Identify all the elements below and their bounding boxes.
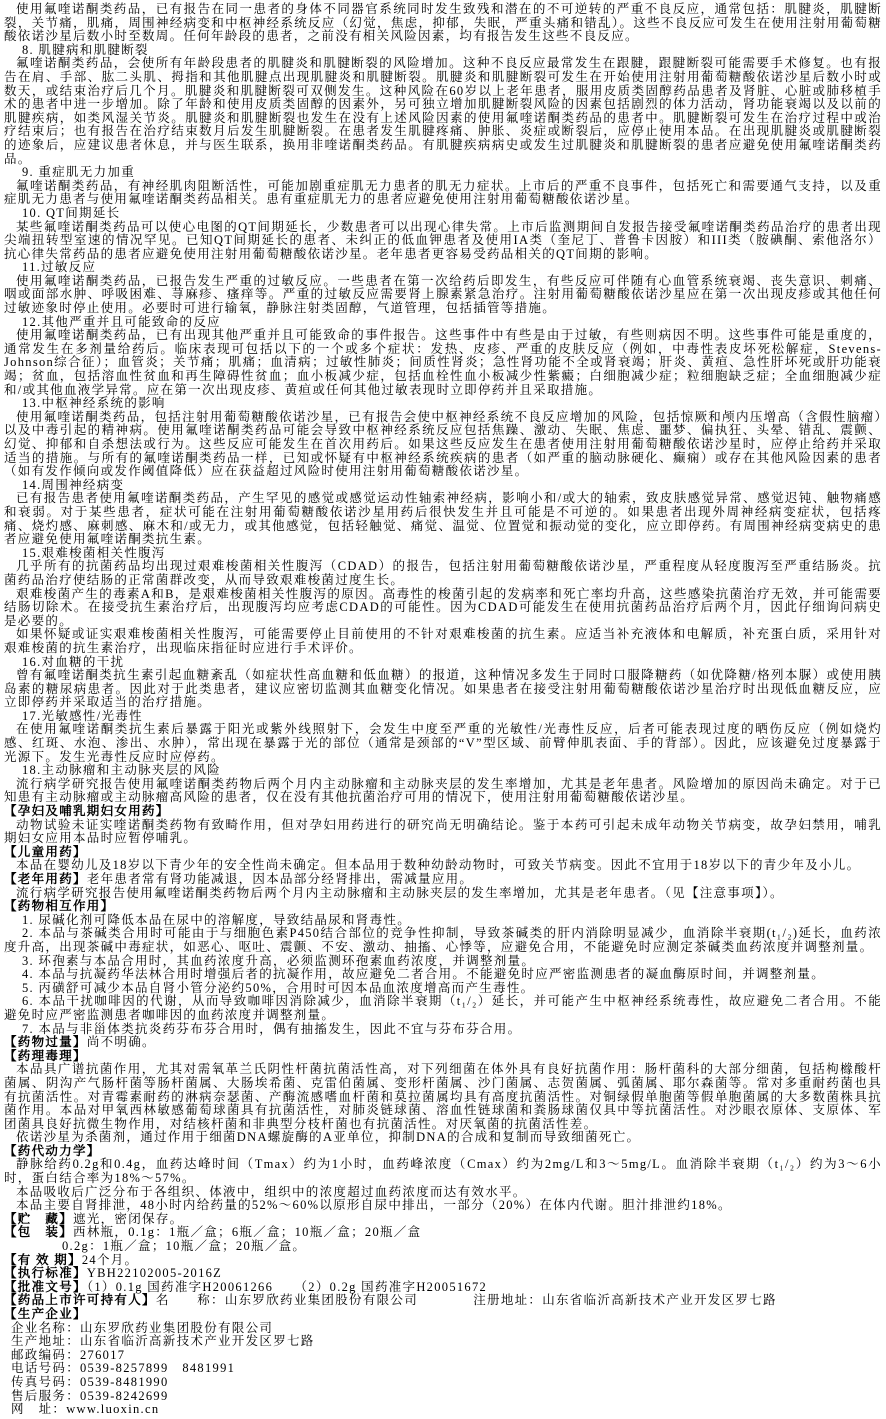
- text-run: 动物试验未证实喹诺酮类药物有致畸作用，但对孕妇用药进行的研究尚无明确结论。鉴于本药可引起未成年动物关节病变，故孕妇禁用，哺乳期妇女应用本品时应暂停哺乳。: [4, 817, 882, 846]
- text-run: 网 址：www.luoxin.cn: [11, 1402, 160, 1417]
- paragraph: [4, 180, 882, 207]
- bracket-label: 【药代动力学】: [4, 1143, 101, 1158]
- text-run: 7. 本品与非甾体类抗炎药芬布芬合用时，偶有抽搐发生，因此不宜与芬布芬合用。: [22, 1021, 522, 1036]
- text-run: 生产地址：山东省临沂高新技术产业开发区罗七路: [11, 1334, 315, 1349]
- text-run: 13.中枢神经系统的影响: [22, 396, 166, 411]
- bracket-label: 【儿童用药】: [4, 844, 87, 859]
- text-run: 企业名称：山东罗欣药业集团股份有限公司: [11, 1320, 274, 1335]
- numbered-heading: [4, 207, 882, 221]
- paragraph: [4, 887, 882, 901]
- continuation-line: [4, 1240, 882, 1254]
- text-run: 使用氟喹诺酮类药品，已有出现其他严重并且可能致命的事件报告。这些事件中有些是由于过敏，有些则病因不明。这些事件可能是重度的，通常发生在多剂量给药后。临床表现可包括以下的一个或多个症状：发热、皮疹、严重的皮肤反应（例如，中毒性表皮坏死松解症，Stevens-Johnson综合征）；血管炎；关节痛；肌痛；血清病；过敏性肺炎；间质性肾炎；急性肾功能不全或肾衰竭；肝炎、黄疸、急性肝坏死或肝功能衰竭；贫血，包括溶血性贫血和再生障碍性贫血；血小板减少症，包括血栓性血小板减少性紫癜；白细胞减少症；粒细胞缺乏症；全血细胞减少症和/或其他血液学异常。应在第一次出现皮疹、黄疸或任何其他过敏表现时立即停药并且采取措施。: [4, 328, 882, 397]
- text-run: 几乎所有的抗菌药品均出现过艰难梭菌相关性腹泻（CDAD）的报告，包括注射用葡萄糖酸依诺沙星，严重程度从轻度腹泻至严重结肠炎。抗菌药品治疗使结肠的正常菌群改变，从而导致艰难梭菌过度生长。: [4, 559, 882, 587]
- bracket-label: 【孕妇及哺乳期妇女用药】: [4, 804, 170, 819]
- paragraph: [4, 1158, 882, 1185]
- text-run: 0.2g：1瓶／盒；10瓶／盒；20瓶／盒。: [62, 1239, 307, 1254]
- bracket-label: 【药物过量】: [4, 1035, 87, 1050]
- text-run: 本品主要自肾排泄，48小时内给药量的52%～60%以原形自尿中排出，一部分（20%）在体内代谢。胆汁排泄约18%。: [16, 1198, 732, 1213]
- text-run: 西林瓶，0.1g：1瓶／盒；6瓶／盒；10瓶／盒；20瓶／盒: [73, 1225, 422, 1240]
- bracket-label: 【药物相互作用】: [4, 899, 115, 914]
- text-run: 15.艰难梭菌相关性腹泻: [22, 545, 166, 560]
- text-run: 14.周围神经病变: [22, 477, 125, 492]
- paragraph: [4, 57, 882, 166]
- text-run: 24个月。: [81, 1252, 139, 1267]
- text-run: 已有报告患者使用氟喹诺酮类药品，产生罕见的感觉或感觉运动性轴索神经病，影响小和/或大的轴索，致皮肤感觉异常、感觉迟钝、触物痛感和衰弱。对于某些患者，症状可能在注射用葡萄糖酸依诺沙星用药后很快发生并且可能是不可逆的。如果患者出现外周神经病变症状，包括疼痛、烧灼感、麻刺感、麻木和/或无力，或其他感觉，包括轻触觉、痛觉、温觉、位置觉和振动觉的变化，应立即停药。有周围神经病变病史的患者应避免使用氟喹诺酮类抗生素。: [4, 491, 882, 547]
- paragraph: [4, 275, 882, 316]
- numbered-heading: [4, 166, 882, 180]
- text-run: 5. 丙磺舒可减少本品自肾小管分泌约50%，合用时可因本品血浓度增高而产生毒性。: [22, 980, 535, 995]
- numbered-item: [4, 995, 882, 1022]
- insert-body: [4, 3, 882, 1417]
- bracket-label: 【药理毒理】: [4, 1048, 87, 1063]
- manufacturer-info-line: [4, 1362, 882, 1376]
- paragraph: [4, 819, 882, 846]
- manufacturer-info-line: [4, 1403, 882, 1417]
- manufacturer-info-line: [4, 1376, 882, 1390]
- text-run: 电话号码：0539-8257899 8481991: [11, 1361, 236, 1376]
- paragraph: [4, 778, 882, 805]
- text-run: 老年患者常有肾功能减退，因本品部分经肾排出，需减量应用。: [86, 872, 474, 886]
- paragraph: [4, 723, 882, 764]
- bracket-label: 【有 效 期】: [4, 1252, 82, 1267]
- text-run: （1）0.1g 国药准字H20061266 （2）0.2g 国药准字H20051672: [86, 1279, 488, 1294]
- text-run: 遮光，密闭保存。: [73, 1211, 184, 1226]
- text-run: 售后服务：0539-8242699: [11, 1388, 169, 1403]
- bracket-label: 【药品上市许可持有人】: [4, 1293, 156, 1308]
- paragraph: [4, 1063, 882, 1131]
- section-line: [4, 873, 882, 887]
- section-header: [4, 900, 882, 914]
- text-run: 4. 本品与抗凝药华法林合用时增强后者的抗凝作用，故应避免二者合用。不能避免时应严密监测患者的凝血酶原时间，并调整剂量。: [22, 967, 826, 982]
- text-run: 16.对血糖的干扰: [22, 654, 125, 669]
- bracket-label: 【贮 藏】: [4, 1211, 74, 1226]
- paragraph: [4, 492, 882, 546]
- paragraph: [4, 669, 882, 710]
- paragraph: [4, 3, 882, 44]
- paragraph: [4, 859, 882, 873]
- paragraph: [4, 411, 882, 479]
- text-run: 艰难梭菌产生的毒素A和B，是艰难梭菌相关性腹泻的原因。高毒性的梭菌引起的发病率和死亡率均升高，这些感染抗菌治疗无效，并可能需要结肠切除术。在接受抗生素治疗后，出现腹泻均应考虑CDAD的可能性。因为CDAD可能发生在使用抗菌药品治疗后两个月，因此仔细询问病史是必要的。: [4, 586, 882, 628]
- text-run: 17.光敏感性/光毒性: [22, 708, 143, 723]
- paragraph: [4, 221, 882, 262]
- text-run: 流行病学研究报告使用氟喹诺酮类药物后两个月内主动脉瘤和主动脉夹层的发生率增加，尤其是老年患者。（见【注意事项】）。: [16, 885, 784, 900]
- text-run: 流行病学研究报告使用氟喹诺酮类药物后两个月内主动脉瘤和主动脉夹层的发生率增加，尤其是老年患者。风险增加的原因尚未确定。对于已知患有主动脉瘤或主动脉瘤高风险的患者，仅在没有其他抗菌治疗可用的情况下，使用注射用葡萄糖酸依诺沙星。: [4, 776, 882, 805]
- section-line: [4, 1267, 882, 1281]
- text-run: 依诺沙星为杀菌剂，通过作用于细菌DNA螺旋酶的A亚单位，抑制DNA的合成和复制而导致细菌死亡。: [16, 1130, 641, 1145]
- text-run: 11.过敏反应: [22, 260, 97, 275]
- section-line: [4, 1294, 882, 1308]
- text-run: 3. 环孢素与本品合用时，其血药浓度升高，必须监测环孢素血药浓度，并调整剂量。: [22, 953, 536, 968]
- section-line: [4, 1226, 882, 1240]
- text-run: 使用氟喹诺酮类药品，包括注射用葡萄糖酸依诺沙星，已有报告会使中枢神经系统不良反应增加的风险，包括惊厥和颅内压增高（含假性脑瘤）以及中毒引起的精神病。使用氟喹诺酮类药品可能会导致中枢神经系统反应包括焦躁、激动、失眠、焦虑、噩梦、偏执狂、头晕、错乱、震颤、幻觉、抑郁和自杀想法或行为。这些反应可能发生在首次用药后。如果这些反应发生在患者使用注射用葡萄糖酸依诺沙星时，应停止给药并采取适当的措施。与所有的氟喹诺酮类药品一样，已知或怀疑有中枢神经系统疾病的患者（如严重的脑动脉硬化、癫痫）或存在其他风险因素的患者（如有发作倾向或发作阈值降低）应在获益超过风险时使用注射用葡萄糖酸依诺沙星。: [4, 409, 882, 479]
- paragraph: [4, 329, 882, 397]
- text-run: 在使用氟喹诺酮类抗生素后暴露于阳光或紫外线照射下，会发生中度至严重的光敏性/光毒性反应，后者可能表现过度的晒伤反应（例如烧灼感、红斑、水泡、渗出、水肿），常出现在暴露于光的部位（通常是颈部的“V”型区域、前臂伸肌表面、手的背部）。因此，应该避免过度暴露于光源下。发生光毒性反应时应停药。: [4, 722, 882, 764]
- numbered-heading: [4, 397, 882, 411]
- paragraph: [4, 588, 882, 629]
- bracket-label: 【执行标准】: [4, 1266, 87, 1281]
- paragraph: [4, 628, 882, 655]
- section-header: [4, 805, 882, 819]
- text-run: 静脉给药0.2g和0.4g，血药达峰时间（Tmax）约为1小时，血药峰浓度（Cmax）约为2mg/L和3～5mg/L。血消除半衰期（t₁/₂）约为3～6小时，蛋白结合率为18%～57%。: [4, 1157, 882, 1186]
- section-line: [4, 1036, 882, 1050]
- text-run: 本品具广谱抗菌作用，尤其对需氧革兰氏阴性杆菌抗菌活性高，对下列细菌在体外具有良好抗菌作用：肠杆菌科的大部分细菌，包括枸橼酸杆菌属、阴沟产气肠杆菌等肠杆菌属、大肠埃希菌、克雷伯菌属、变形杆菌属、沙门菌属、志贺菌属、弧菌属、耶尔森菌等。常对多重耐药菌也具有抗菌活性。对青霉素耐药的淋病奈瑟菌、产酶流感嗜血杆菌和莫拉菌属均具有高度抗菌活性。对铜绿假单胞菌等假单胞菌属的大多数菌株具抗菌作用。本品对甲氧西林敏感葡萄球菌具有抗菌活性，对肺炎链球菌、溶血性链球菌和粪肠球菌仅具中等抗菌活性。对沙眼衣原体、支原体、军团菌具良好抗微生物作用，对结核杆菌和非典型分枝杆菌也有抗菌活性。对厌氧菌的抗菌活性差。: [4, 1062, 882, 1131]
- bracket-label: 【包 装】: [4, 1225, 74, 1240]
- numbered-item: [4, 968, 882, 982]
- text-run: 8. 肌腱病和肌腱断裂: [22, 42, 149, 57]
- numbered-heading: [4, 261, 882, 275]
- text-run: YBH22102005-2016Z: [86, 1266, 223, 1281]
- bracket-label: 【老年用药】: [4, 872, 87, 886]
- text-run: 邮政编码：276017: [11, 1347, 126, 1362]
- text-run: 本品在婴幼儿及18岁以下青少年的安全性尚未确定。但本品用于数种幼龄动物时，可致关节病变。因此不宜用于18岁以下的青少年及小儿。: [16, 858, 861, 873]
- text-run: 12.其他严重并且可能致命的反应: [22, 314, 221, 329]
- text-run: 6. 本品干扰咖啡因的代谢，从而导致咖啡因消除减少，血消除半衰期（t₁/₂）延长，并可能产生中枢神经系统毒性，故应避免二者合用。不能避免时应严密监测患者咖啡因的血药浓度并调整剂量。: [4, 994, 882, 1022]
- numbered-item: [4, 927, 882, 954]
- manufacturer-info-line: [4, 1390, 882, 1404]
- text-run: 氟喹诺酮类药品，会使所有年龄段患者的肌腱炎和肌腱断裂的风险增加。这种不良反应最常发生在跟腱，跟腱断裂可能需要手术修复。也有报告在肩、手部、肱二头肌、拇指和其他肌腱点出现肌腱炎和肌腱断裂。肌腱炎和肌腱断裂可发生在开始使用注射用葡萄糖酸依诺沙星后数小时或数天，或结束治疗后几个月。肌腱炎和肌腱断裂可双侧发生。这种风险在60岁以上老年患者，服用皮质类固醇药品患者及肾脏、心脏或肺移植手术的患者中进一步增加。除了年龄和使用皮质类固醇的因素外，另可独立增加肌腱断裂风险的因素包括剧烈的体力活动，肾功能衰竭以及以前的肌腱疾病，如类风湿关节炎。肌腱炎和肌腱断裂也发生在没有上述风险因素的使用氟喹诺酮类药品的患者中。肌腱断裂可发生在治疗过程中或治疗结束后；也有报告在治疗结束数月后发生肌腱断裂。在患者发生肌腱疼痛、肿胀、炎症或断裂后，应停止使用本品。在出现肌腱炎或肌腱断裂的迹象后，应建议患者休息，并与医生联系，换用非喹诺酮类药品。有肌腱疾病病史或发生过肌腱炎和肌腱断裂的患者应避免使用氟喹诺酮类药品。: [4, 56, 882, 166]
- text-run: 2. 本品与茶碱类合用时可能由于与细胞色素P450结合部位的竞争性抑制，导致茶碱类的肝内消除明显减少，血消除半衰期(t₁/₂)延长，血药浓度升高，出现茶碱中毒症状，如恶心、呕吐、震颤、不安、激动、抽搐、心悸等，应避免合用，不能避免时应测定茶碱类血药浓度并调整剂量。: [4, 926, 882, 954]
- text-run: 传真号码：0539-8481990: [11, 1374, 169, 1389]
- paragraph: [4, 1199, 882, 1213]
- paragraph: [4, 560, 882, 587]
- text-run: 名 称：山东罗欣药业集团股份有限公司 注册地址：山东省临沂高新技术产业开发区罗七路: [155, 1293, 777, 1308]
- text-run: 尚不明确。: [86, 1035, 156, 1050]
- bracket-label: 【批准文号】: [4, 1279, 87, 1294]
- text-run: 如果怀疑或证实艰难梭菌相关性腹泻，可能需要停止目前使用的不针对艰难梭菌的抗生素。应适当补充液体和电解质，补充蛋白质，采用针对艰难梭菌的抗生素治疗，出现临床指征时应进行手术评价。: [4, 627, 882, 655]
- text-run: 本品吸收后广泛分布于各组织、体液中，组织中的浓度超过血药浓度而达有效水平。: [16, 1184, 527, 1199]
- text-run: 18.主动脉瘤和主动脉夹层的风险: [22, 763, 221, 778]
- bracket-label: 【生产企业】: [4, 1307, 87, 1321]
- text-run: 使用氟喹诺酮类药品，已报告发生严重的过敏反应。一些患者在第一次给药后即发生，有些反应可伴随有心血管系统衰竭、丧失意识、刺痛、咽或面部水肿、呼吸困难、荨麻疹、瘙痒等。严重的过敏反应需要肾上腺素紧急治疗。注射用葡萄糖酸依诺沙星应在第一次出现皮疹或其他任何过敏迹象时停止使用。必要时可进行输氧，静脉注射类固醇，气道管理，包括插管等措施。: [4, 273, 882, 316]
- text-run: 氟喹诺酮类药品，有神经肌肉阻断活性，可能加剧重症肌无力患者的肌无力症状。上市后的严重不良事件，包括死亡和需要通气支持，以及重症肌无力患者与使用氟喹诺酮类药品相关。患有重症肌无力的患者应避免使用注射用葡萄糖酸依诺沙星。: [4, 178, 882, 207]
- manufacturer-info-line: [4, 1335, 882, 1349]
- section-header: [4, 1308, 882, 1322]
- text-run: 1. 尿碱化剂可降低本品在尿中的溶解度，导致结晶尿和肾毒性。: [22, 912, 412, 927]
- text-run: 9. 重症肌无力加重: [22, 165, 136, 180]
- text-run: 使用氟喹诺酮类药品，已有报告在同一患者的身体不同器官系统同时发生致残和潜在的不可逆转的严重不良反应，通常包括：肌腱炎，肌腱断裂，关节痛，肌痛，周围神经病变和中枢神经系统反应（幻觉，焦虑，抑郁，失眠，严重头痛和错乱）。这些不良反应可发生在使用注射用葡萄糖酸依诺沙星后数小时至数周。任何年龄段的患者，之前没有相关风险因素，均有报告发生这些不良反应。: [4, 2, 882, 44]
- numbered-heading: [4, 764, 882, 778]
- text-run: 10. QT间期延长: [22, 205, 121, 220]
- paragraph: [4, 1131, 882, 1145]
- text-run: 曾有氟喹诺酮类抗生素引起血糖紊乱（如症状性高血糖和低血糖）的报道，这种情况多发生于同时口服降糖药（如优降糖/格列本脲）或使用胰岛素的糖尿病患者。因此对于此类患者，建议应密切监测其血糖变化情况。如果患者在接受注射用葡萄糖酸依诺沙星治疗时出现低血糖反应，应立即停药并采取适当的治疗措施。: [4, 668, 882, 710]
- text-run: 某些氟喹诺酮类药品可以使心电图的QT间期延长，少数患者可以出现心律失常。上市后监测期间自发报告接受氟喹诺酮类药品治疗的患者出现尖端扭转型室速的情况罕见。已知QT间期延长的患者、未纠正的低血钾患者及使用IA类（奎尼丁、普鲁卡因胺）和III类（胺碘酮、索他洛尔）抗心律失常药品的患者应避免使用注射用葡萄糖酸依诺沙星。老年患者更容易受药品相关的QT间期的影响。: [4, 219, 882, 261]
